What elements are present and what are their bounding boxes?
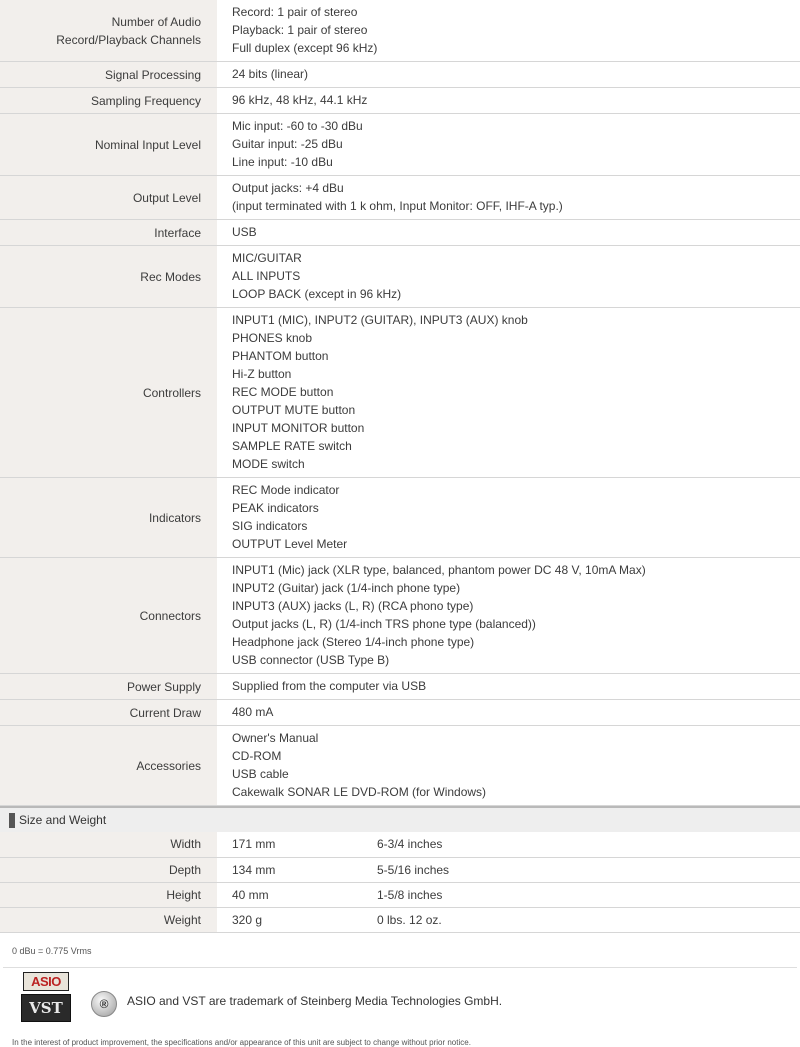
spec-row	[0, 62, 800, 88]
size-imperial: 5-5/16 inches	[377, 862, 450, 877]
spec-label	[0, 700, 217, 726]
size-row	[0, 857, 800, 882]
spec-label	[0, 674, 217, 700]
spec-row	[0, 114, 800, 176]
spec-label-line: Controllers	[142, 385, 201, 400]
spec-value	[217, 88, 800, 114]
spec-value-line: SIG indicators	[232, 519, 308, 533]
spec-value	[217, 700, 800, 726]
size-label: Width	[0, 832, 217, 857]
spec-value	[217, 246, 800, 308]
spec-row	[0, 558, 800, 674]
spec-label	[0, 220, 217, 246]
spec-label	[0, 88, 217, 114]
size-row	[0, 907, 800, 932]
trademark-row	[0, 968, 800, 1028]
spec-value-line: REC Mode indicator	[232, 483, 340, 497]
spec-row	[0, 674, 800, 700]
spec-value-line: MIC/GUITAR	[232, 251, 302, 265]
spec-value-line: Playback: 1 pair of stereo	[232, 23, 368, 37]
spec-row	[0, 220, 800, 246]
spec-label-line: Interface	[154, 225, 201, 240]
spec-label	[0, 114, 217, 176]
spec-value-line: REC MODE button	[232, 385, 334, 399]
spec-label-line: Indicators	[148, 510, 201, 525]
size-metric: 134 mm	[232, 862, 276, 877]
spec-value	[217, 308, 800, 478]
size-imperial: 6-3/4 inches	[377, 837, 443, 852]
spec-value-line: Owner's Manual	[232, 731, 319, 745]
size-metric: 40 mm	[232, 887, 269, 902]
size-label: Weight	[0, 907, 217, 932]
spec-value-line: USB cable	[232, 767, 289, 781]
spec-label-line: Sampling Frequency	[90, 93, 201, 108]
spec-value	[217, 674, 800, 700]
spec-value-line: (input terminated with 1 k ohm, Input Monitor: OFF, IHF-A typ.)	[232, 199, 563, 213]
spec-value-line: Full duplex (except 96 kHz)	[232, 41, 378, 55]
size-imperial: 0 lbs. 12 oz.	[377, 912, 442, 927]
spec-label-line: Nominal Input Level	[94, 137, 201, 152]
spec-value-line: Hi-Z button	[232, 367, 292, 381]
spec-value-line: 96 kHz, 48 kHz, 44.1 kHz	[232, 93, 368, 107]
spec-value	[217, 558, 800, 674]
spec-label-line: Signal Processing	[104, 67, 201, 82]
spec-value-line: Supplied from the computer via USB	[232, 679, 427, 693]
spec-value-line: OUTPUT MUTE button	[232, 403, 356, 417]
asio-logo: ASIO	[23, 972, 69, 991]
trademark-text: ASIO and VST are trademark of Steinberg Media Technologies GmbH.	[127, 993, 503, 1008]
spec-row	[0, 246, 800, 308]
spec-row	[0, 308, 800, 478]
spec-value-line: Line input: -10 dBu	[232, 155, 333, 169]
spec-value	[217, 478, 800, 558]
spec-label-line: Record/Playback Channels	[56, 32, 201, 47]
spec-value-line: USB connector (USB Type B)	[232, 653, 390, 667]
spec-value-line: INPUT1 (Mic) jack (XLR type, balanced, phantom power DC 48 V, 10mA Max)	[232, 563, 646, 577]
spec-value	[217, 176, 800, 220]
spec-label	[0, 726, 217, 806]
registered-icon: ®	[91, 991, 117, 1017]
spec-value-line: 480 mA	[232, 705, 274, 719]
dbu-note: 0 dBu = 0.775 Vrms	[12, 945, 92, 956]
spec-row	[0, 176, 800, 220]
section-marker	[9, 813, 15, 828]
spec-value-line: MODE switch	[232, 457, 305, 471]
spec-value	[217, 220, 800, 246]
size-metric: 171 mm	[232, 837, 276, 852]
spec-label-line: Rec Modes	[140, 269, 201, 284]
spec-label-line: Current Draw	[129, 705, 201, 720]
spec-label	[0, 0, 217, 62]
spec-value	[217, 726, 800, 806]
spec-row	[0, 88, 800, 114]
vst-logo: VST	[21, 994, 71, 1022]
spec-value-line: PEAK indicators	[232, 501, 319, 515]
size-imperial: 1-5/8 inches	[377, 887, 443, 902]
spec-value-line: Headphone jack (Stereo 1/4-inch phone type)	[232, 635, 475, 649]
spec-value-line: Cakewalk SONAR LE DVD-ROM (for Windows)	[232, 785, 487, 799]
spec-label	[0, 558, 217, 674]
spec-label	[0, 308, 217, 478]
spec-value-line: LOOP BACK (except in 96 kHz)	[232, 287, 402, 301]
spec-value-line: Output jacks: +4 dBu	[232, 181, 344, 195]
spec-value-line: Output jacks (L, R) (1/4-inch TRS phone type (balanced))	[232, 617, 536, 631]
section-title: Size and Weight	[19, 813, 107, 827]
spec-label-line: Power Supply	[126, 679, 201, 694]
spec-label-line: Output Level	[132, 190, 201, 205]
spec-value-line: OUTPUT Level Meter	[232, 537, 348, 551]
spec-label	[0, 176, 217, 220]
spec-value	[217, 114, 800, 176]
spec-value-line: PHANTOM button	[232, 349, 329, 363]
spec-value-line: ALL INPUTS	[232, 269, 301, 283]
spec-value-line: 24 bits (linear)	[232, 67, 309, 81]
spec-value-line: CD-ROM	[232, 749, 282, 763]
footer-disclaimer: In the interest of product improvement, the specifications and/or appearance of this unit are subject to change without prior notice.	[12, 1037, 471, 1047]
size-metric: 320 g	[232, 912, 263, 927]
spec-value-line: Record: 1 pair of stereo	[232, 5, 358, 19]
spec-row	[0, 700, 800, 726]
spec-value-line: USB	[232, 225, 257, 239]
spec-label-line: Accessories	[136, 758, 201, 773]
spec-value-line: INPUT MONITOR button	[232, 421, 365, 435]
spec-value-line: INPUT1 (MIC), INPUT2 (GUITAR), INPUT3 (AUX) knob	[232, 313, 528, 327]
spec-label-line: Connectors	[139, 608, 201, 623]
spec-value-line: INPUT3 (AUX) jacks (L, R) (RCA phono type)	[232, 599, 474, 613]
size-weight-table	[0, 832, 800, 933]
spec-label	[0, 246, 217, 308]
size-row	[0, 832, 800, 857]
spec-value-line: PHONES knob	[232, 331, 313, 345]
spec-label-line: Number of Audio	[111, 14, 201, 29]
spec-value-line: INPUT2 (Guitar) jack (1/4-inch phone type)	[232, 581, 461, 595]
spec-value-line: SAMPLE RATE switch	[232, 439, 352, 453]
spec-value-line: Guitar input: -25 dBu	[232, 137, 343, 151]
section-header-size-weight	[0, 806, 800, 832]
spec-label	[0, 62, 217, 88]
spec-row	[0, 478, 800, 558]
spec-value	[217, 0, 800, 62]
spec-value	[217, 62, 800, 88]
size-row	[0, 882, 800, 907]
asio-vst-logo	[21, 972, 85, 1024]
spec-value-line: Mic input: -60 to -30 dBu	[232, 119, 363, 133]
spec-row	[0, 726, 800, 806]
spec-row	[0, 0, 800, 62]
spec-label	[0, 478, 217, 558]
size-label: Height	[0, 882, 217, 907]
size-label: Depth	[0, 857, 217, 882]
